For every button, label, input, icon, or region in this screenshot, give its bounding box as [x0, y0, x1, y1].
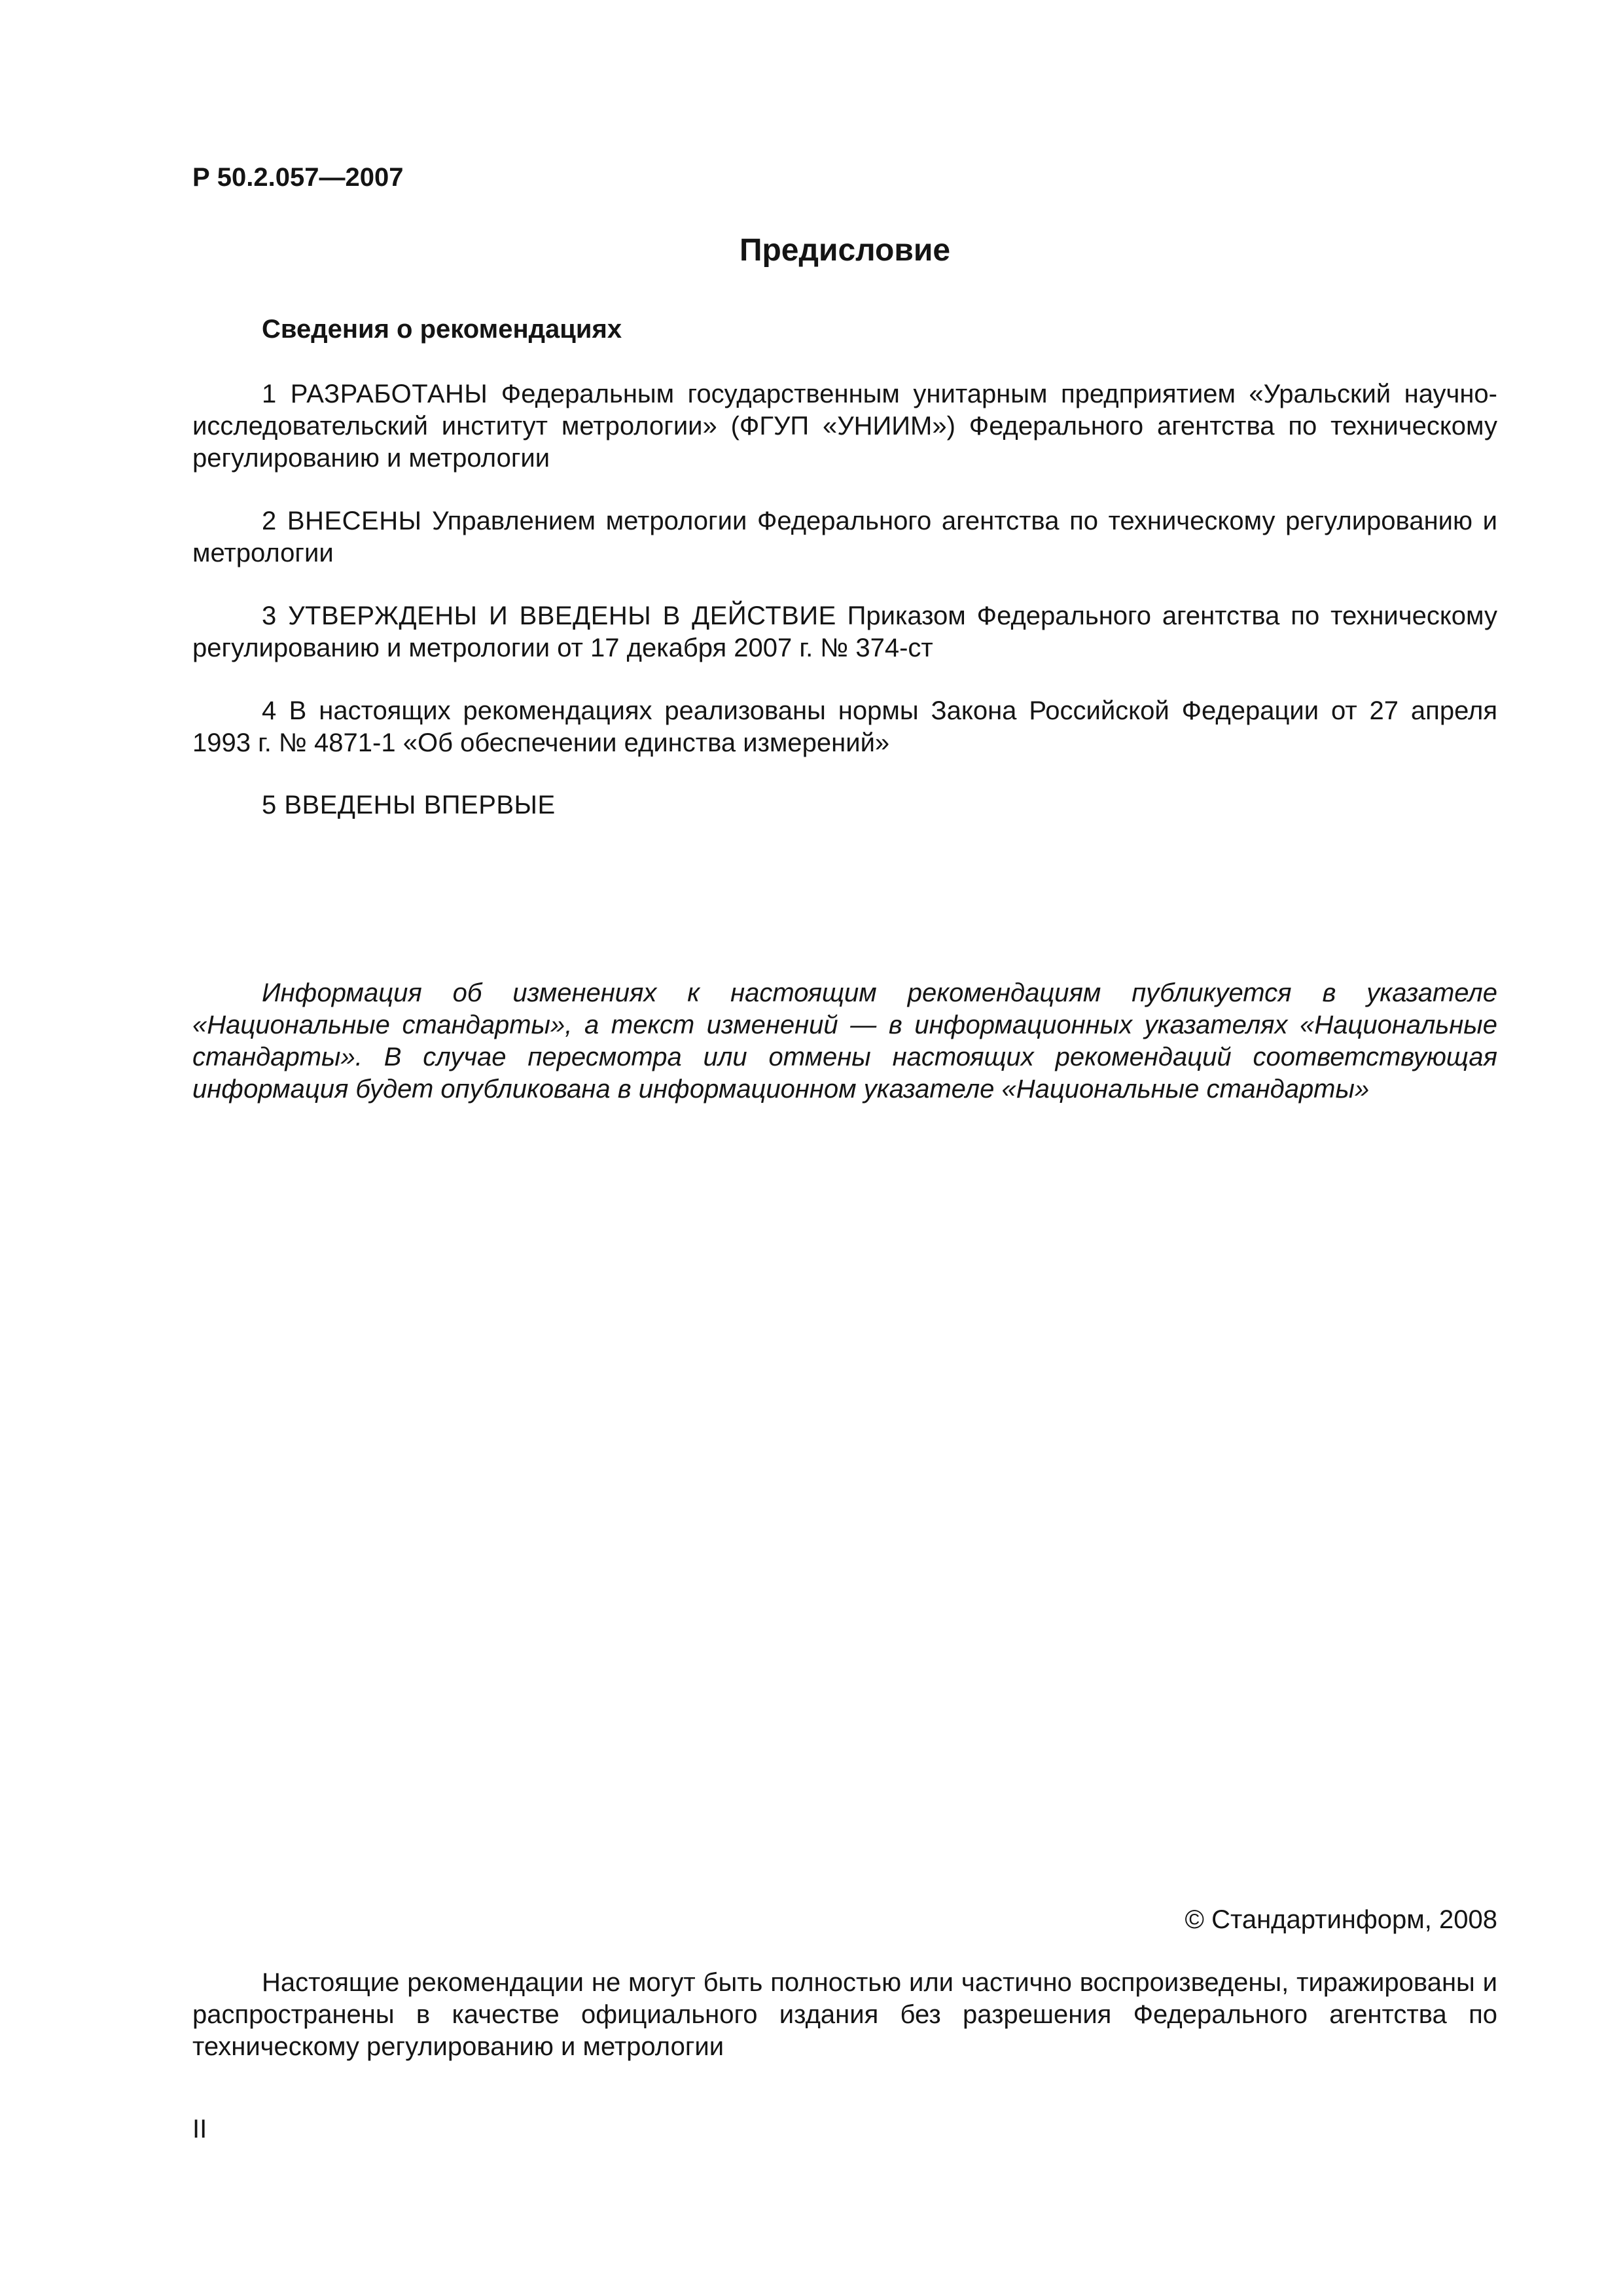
changes-notice: Информация об изменениях к настоящим рекомендациям публикуется в указателе «Национальные стандарты», а текст изменений — в информационных указателях «Национальные стандарты». В случае пересмотра или отмены настоящих рекомендаций соответствующая информация будет опубликована в информационном указателе «Национальные стандарты»	[192, 978, 1497, 1103]
preface-item-5	[192, 789, 1497, 821]
preface-item-lead: 1 РАЗРАБОТАНЫ	[262, 380, 488, 408]
preface-item-lead: 2 ВНЕСЕНЫ	[262, 507, 422, 535]
preface-item-text: Федеральным государственным унитарным предприятием «Уральский научно-исследовательский институт метрологии» (ФГУП «УНИИМ») Федерального агентства по техническому регулированию и метрологии	[192, 380, 1497, 473]
page-number: II	[192, 2115, 207, 2144]
page-title: Предисловие	[739, 233, 951, 268]
copyright-line: © Стандартинформ, 2008	[1185, 1905, 1497, 1934]
preface-item-text: Приказом Федерального агентства по техническому регулированию и метрологии от 17 декабря 2007 г. № 374-ст	[192, 601, 1497, 662]
section-heading: Сведения о рекомендациях	[262, 315, 622, 344]
preface-item-4	[192, 695, 1497, 759]
preface-item-2	[192, 505, 1497, 569]
preface-item-3	[192, 600, 1497, 664]
preface-item-text: В настоящих рекомендациях реализованы нормы Закона Российской Федерации от 27 апреля 1993 г. № 4871-1 «Об обеспечении единства измерений»	[192, 696, 1497, 757]
preface-item-lead: 3 УТВЕРЖДЕНЫ И ВВЕДЕНЫ В ДЕЙСТВИЕ	[262, 601, 836, 630]
preface-item-text: Управлением метрологии Федерального агентства по техническому регулированию и метрологии	[192, 507, 1497, 567]
preface-item-lead: 5 ВВЕДЕНЫ ВПЕРВЫЕ	[262, 791, 556, 819]
reproduction-notice: Настоящие рекомендации не могут быть полностью или частично воспроизведены, тиражированы и распространены в качестве официального издания без разрешения Федерального агентства по техническому регулированию и метрологии	[192, 1968, 1497, 2061]
preface-item-lead: 4	[262, 696, 277, 725]
document-code: Р 50.2.057—2007	[192, 163, 404, 192]
preface-item-1	[192, 378, 1497, 475]
